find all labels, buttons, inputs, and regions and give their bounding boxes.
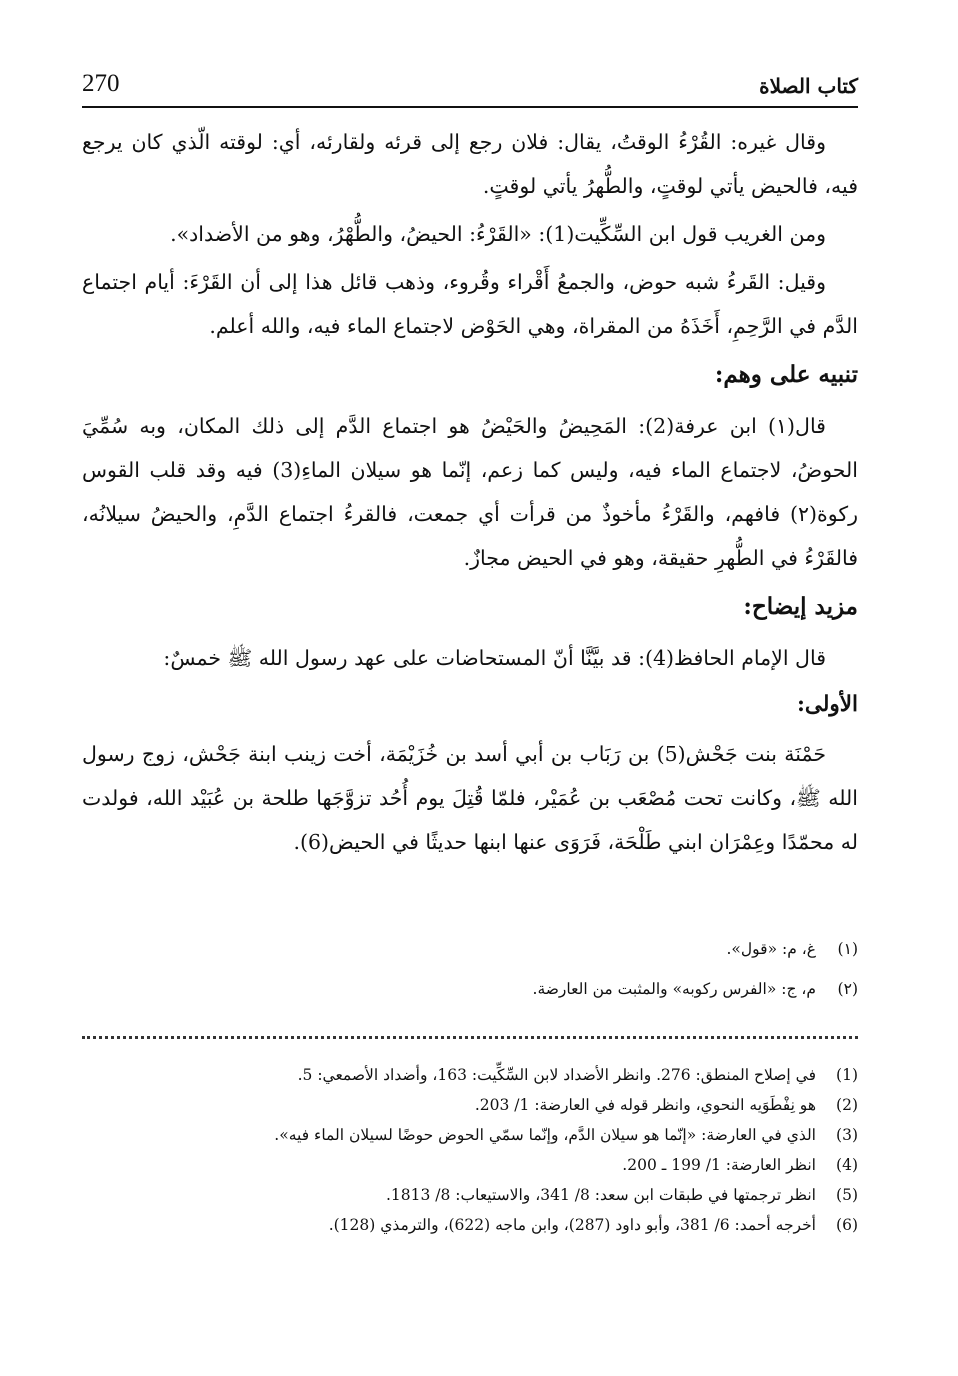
variant-note bbox=[82, 935, 858, 963]
footnote-text: أخرجه أحمد: 6/ 381، وأبو داود (287)، وابن ماجه (622)، والترمذي (128). bbox=[328, 1216, 816, 1234]
variant-note bbox=[82, 975, 858, 1003]
paragraph-3: وقيل: القَرءُ شبه حوض، والجمعُ أَقْراء وقُروء، وذهب قائل هذا إلى أن القَرْءَ: أيام اجتماع الدَّم في الرَّحِمِ، أَخَذَهُ من المقراة، وهي الحَوْض لاجتماع الماء فيه، والله أعلم. bbox=[82, 270, 858, 338]
variant-notes bbox=[82, 935, 858, 1015]
footnote-text: هو نِفْطَوَيه النحوي، وانظر قوله في العارضة: 1/ 203. bbox=[474, 1096, 816, 1114]
footnote bbox=[82, 1210, 858, 1240]
section-heading-2: مزيد إيضاح: bbox=[743, 593, 858, 620]
running-title: كتاب الصلاة bbox=[759, 74, 858, 98]
footnote-text: انظر العارضة: 1/ 199 ـ 200. bbox=[622, 1156, 816, 1174]
footnotes bbox=[82, 1060, 858, 1240]
page-number: 270 bbox=[82, 70, 120, 97]
footnote bbox=[82, 1090, 858, 1120]
paragraph-5: قال الإمام الحافظ(4): قد بيَّنَّا أنّ المستحاضات على عهد رسول الله ﷺ خمسٌ: bbox=[163, 646, 826, 670]
footnote bbox=[82, 1060, 858, 1090]
variant-note-text: م، ج: «الفرس ركوبه» والمثبت من العارضة. bbox=[532, 980, 816, 998]
page-header bbox=[82, 70, 858, 104]
paragraph-6: حَمْنَة بنت جَحْش(5) بن رَبَاب بن أبي أسد بن خُزَيْمَة، أخت زينب ابنة جَحْش، زوج رسول الله ﷺ، وكانت تحت مُصْعَب بن عُمَيْر، فلمّا قُتِلَ يوم أُحُد تزوَّجَها طلحة بن عُبَيْد الله، فولدت له محمّدًا وعِمْرَان ابني طَلْحَة، فَرَوَى عنها ابنها حديثًا في الحيض(6). bbox=[82, 742, 858, 854]
footnote-number: (1) bbox=[836, 1066, 858, 1084]
header-rule bbox=[82, 106, 858, 108]
variant-note-text: غ، م: «قول». bbox=[726, 940, 816, 958]
footnote bbox=[82, 1150, 858, 1180]
variant-note-number: (١) bbox=[837, 940, 858, 958]
footnote-number: (5) bbox=[836, 1186, 858, 1204]
footnote-text: في إصلاح المنطق: 276. وانظر الأضداد لابن السِّكِّيت: 163، وأضداد الأصمعي: 5. bbox=[297, 1066, 816, 1084]
main-text bbox=[82, 120, 858, 868]
footnote-number: (2) bbox=[836, 1096, 858, 1114]
footnote-text: الذي في العارضة: «إنّما هو سيلان الدَّم، وإنّما سمّي الحوض حوضًا لسيلان الماء فيه». bbox=[274, 1126, 816, 1144]
paragraph-4: قال(١) ابن عرفة(2): المَحِيضُ والحَيْضُ هو اجتماع الدَّم إلى ذلك المكان، وبه سُمِّيَ الحوضُ، لاجتماع الماء فيه، وليس كما زعم، إنّما هو سيلان الماءِ(3) فيه وقد قلب القوس ركوة(٢) فافهم، والقَرْءُ مأخوذٌ من قرأت أي جمعت، فالقرءُ اجتماع الدَّمِ، والحيضُ سيلانُه، فالقَرْءُ في الطُّهرِ حقيقة، وهو في الحيض مجازٌ. bbox=[82, 414, 858, 570]
footnote-text: انظر ترجمتها في طبقات ابن سعد: 8/ 341، والاستيعاب: 8/ 1813. bbox=[385, 1186, 816, 1204]
footnote-number: (6) bbox=[836, 1216, 858, 1234]
dotted-separator bbox=[82, 1036, 858, 1039]
footnote bbox=[82, 1120, 858, 1150]
paragraph-2: ومن الغريب قول ابن السِّكِّيت(1): «القَرْءُ: الحيضُ، والطُّهْرُ، وهو من الأضداد». bbox=[170, 222, 826, 246]
section-heading-1: تنبيه على وهم: bbox=[714, 361, 858, 388]
footnote bbox=[82, 1180, 858, 1210]
footnote-number: (3) bbox=[836, 1126, 858, 1144]
footnote-number: (4) bbox=[836, 1156, 858, 1174]
variant-note-number: (٢) bbox=[837, 980, 858, 998]
paragraph-1: وقال غيره: القُرْءُ الوقتُ، يقال: فلان رجع إلى قرئه ولقارئه، أي: لوقته الّذي كان يرجع فيه، فالحيض يأتي لوقتٍ، والطُّهرُ يأتي لوقتٍ. bbox=[82, 130, 858, 198]
subheading-first: الأولى: bbox=[796, 692, 858, 717]
